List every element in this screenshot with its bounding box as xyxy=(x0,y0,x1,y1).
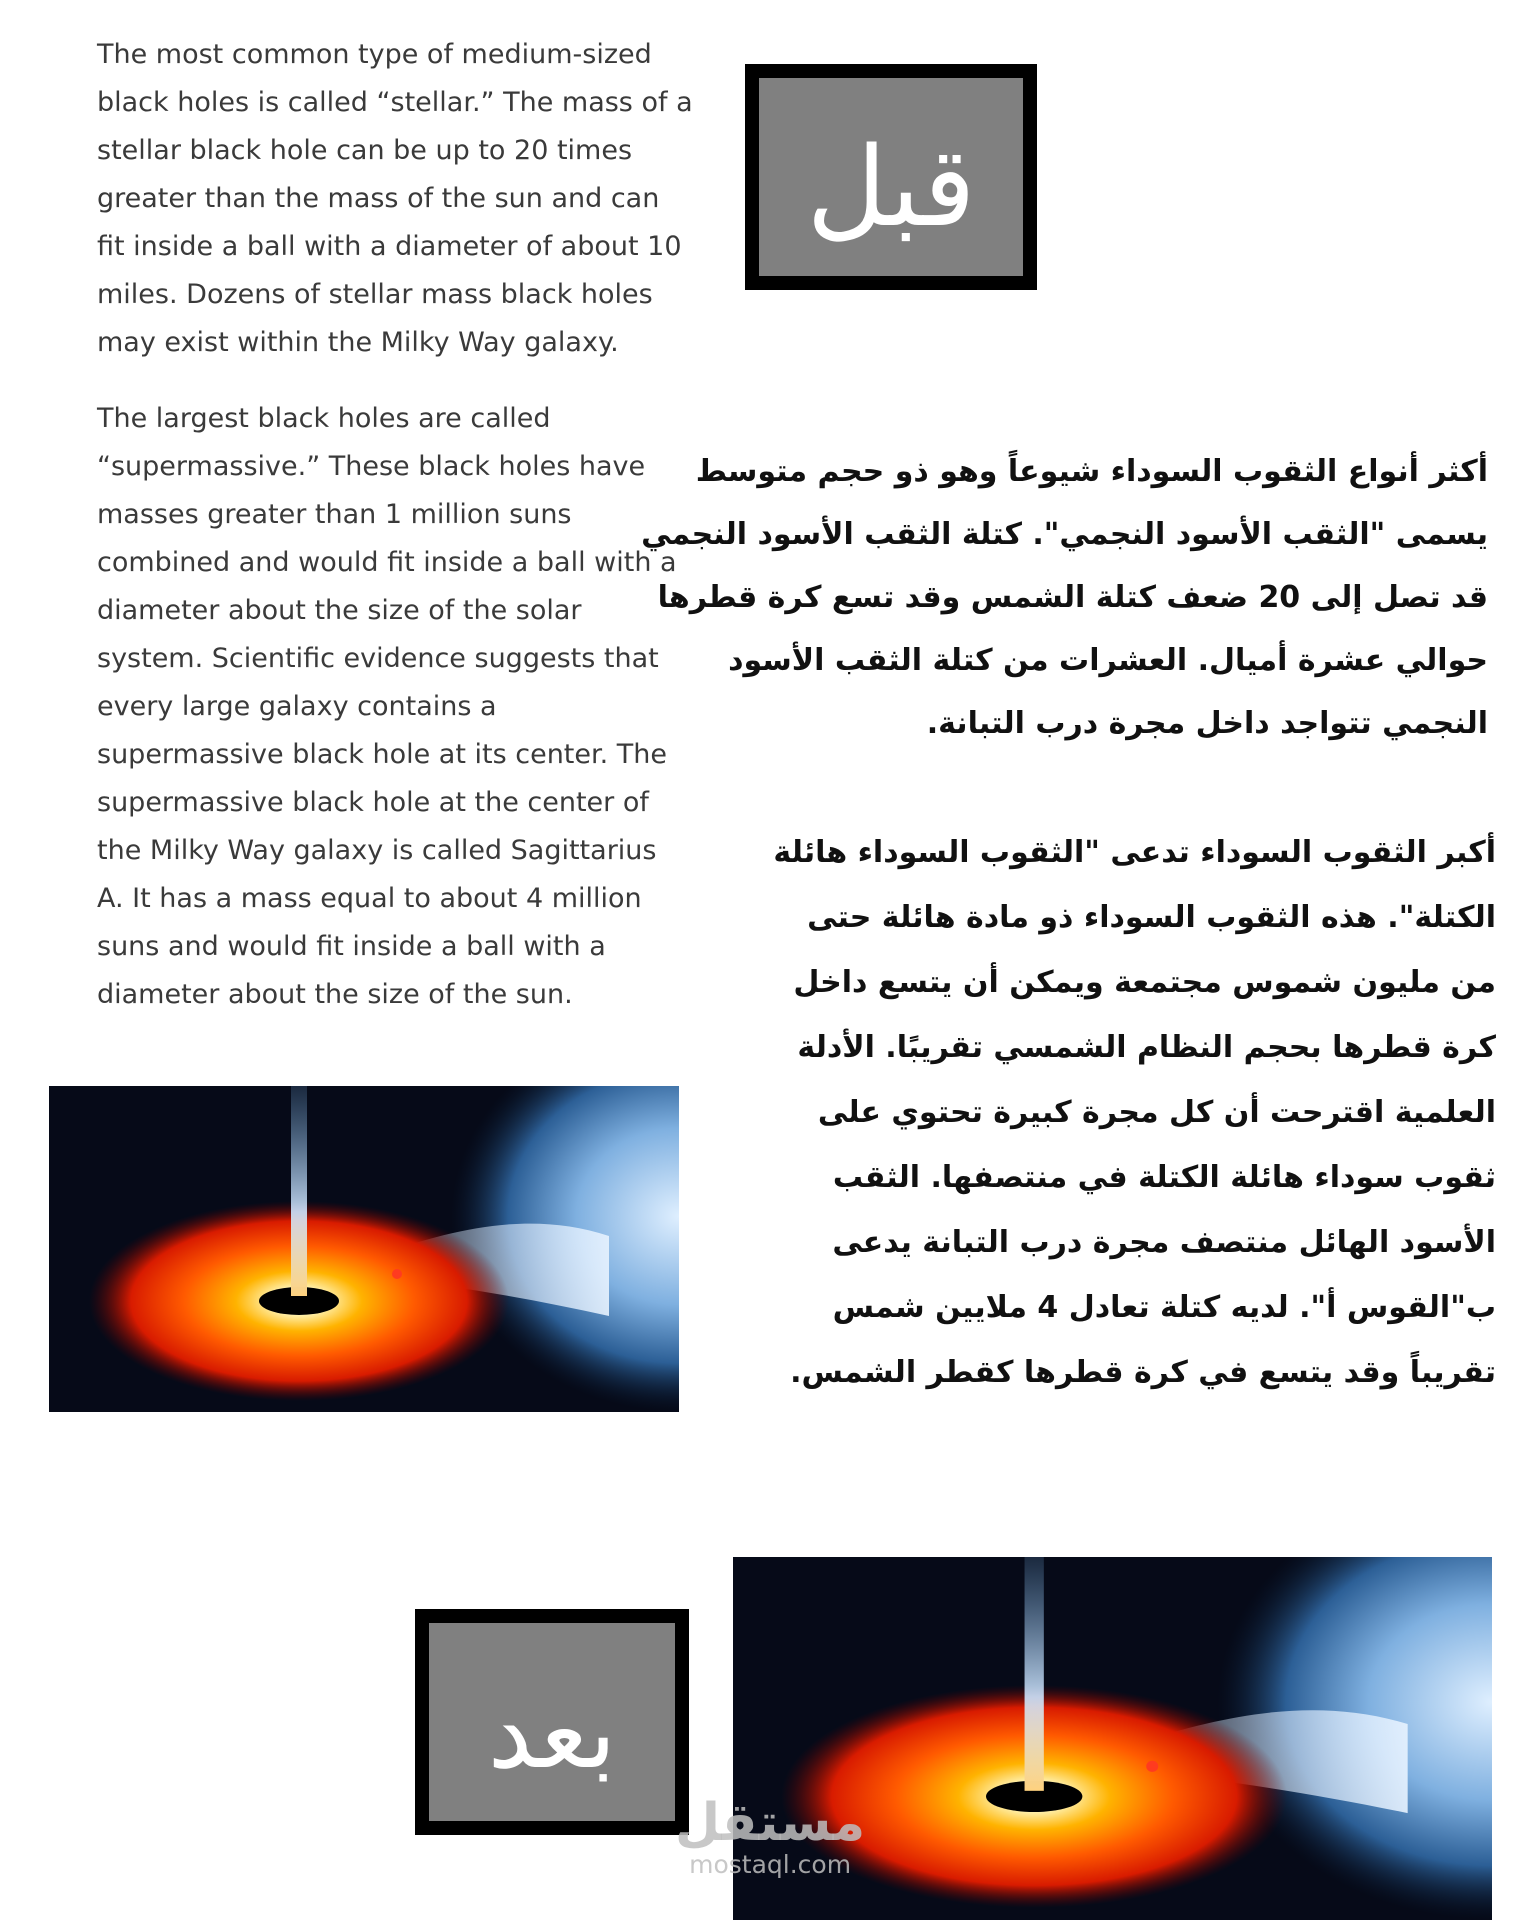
english-text-line: diameter about the size of the sun. xyxy=(97,979,573,1010)
english-text-line: suns and would fit inside a ball with a xyxy=(97,931,606,962)
english-text-line: black holes is called “stellar.” The mass of a xyxy=(97,87,693,118)
before-label-box xyxy=(745,64,1037,290)
arabic-text-line: تقريباً وقد يتسع في كرة قطرها كقطر الشمس. xyxy=(790,1355,1496,1390)
arabic-text-line: العلمية اقترحت أن كل مجرة كبيرة تحتوي على xyxy=(817,1095,1496,1130)
mostaql-watermark xyxy=(675,1795,865,1879)
english-text-line: combined and would fit inside a ball with a xyxy=(97,547,677,578)
english-text-line: A. It has a mass equal to about 4 million xyxy=(97,883,642,914)
english-text-line: supermassive black hole at the center of xyxy=(97,787,649,818)
english-text-line: The most common type of medium-sized xyxy=(97,39,652,70)
arabic-text-line: ب"القوس أ". لديه كتلة تعادل 4 ملايين شمس xyxy=(832,1290,1496,1325)
english-text-line: stellar black hole can be up to 20 times xyxy=(97,135,633,166)
before-label: قبل xyxy=(806,123,976,251)
arabic-text-line: حوالي عشرة أميال. العشرات من كتلة الثقب الأسود xyxy=(728,643,1488,678)
english-text-line: system. Scientific evidence suggests that xyxy=(97,643,659,674)
arabic-text-line: كرة قطرها بحجم النظام الشمسي تقريبًا. الأدلة xyxy=(797,1030,1496,1065)
english-text-line: fit inside a ball with a diameter of about 10 xyxy=(97,231,682,262)
english-text-line: “supermassive.” These black holes have xyxy=(97,451,646,482)
english-text-line: every large galaxy contains a xyxy=(97,691,497,722)
arabic-text-line: يسمى "الثقب الأسود النجمي". كتلة الثقب الأسود النجمي xyxy=(641,517,1488,552)
english-text-line: diameter about the size of the solar xyxy=(97,595,582,626)
black-hole-image xyxy=(49,1086,679,1412)
arabic-text-line: النجمي تتواجد داخل مجرة درب التبانة. xyxy=(926,706,1488,741)
after-label-box xyxy=(415,1609,689,1835)
english-paragraph-stellar xyxy=(97,31,697,367)
arabic-paragraph-supermassive xyxy=(773,820,1496,1405)
english-text-line: supermassive black hole at its center. The xyxy=(97,739,668,770)
arabic-text-line: أكثر أنواع الثقوب السوداء شيوعاً وهو ذو حجم متوسط xyxy=(695,454,1488,489)
english-text-line: the Milky Way galaxy is called Sagittarius xyxy=(97,835,657,866)
arabic-text-line: من مليون شموس مجتمعة ويمكن أن يتسع داخل xyxy=(793,965,1496,1000)
arabic-paragraph-stellar xyxy=(641,440,1488,755)
after-label: بعد xyxy=(487,1673,617,1791)
english-text-line: greater than the mass of the sun and can xyxy=(97,183,660,214)
english-text-line: miles. Dozens of stellar mass black holes xyxy=(97,279,653,310)
english-text-line: The largest black holes are called xyxy=(97,403,551,434)
english-paragraph-supermassive xyxy=(97,395,697,1019)
arabic-text-line: ثقوب سوداء هائلة الكتلة في منتصفها. الثقب xyxy=(832,1160,1496,1195)
arabic-text-line: الأسود الهائل منتصف مجرة درب التبانة يدعى xyxy=(832,1225,1496,1260)
arabic-text-line: أكبر الثقوب السوداء تدعى "الثقوب السوداء هائلة xyxy=(773,835,1496,870)
english-text-line: may exist within the Milky Way galaxy. xyxy=(97,327,619,358)
english-text-line: masses greater than 1 million suns xyxy=(97,499,572,530)
arabic-text-line: قد تصل إلى 20 ضعف كتلة الشمس وقد تسع كرة قطرها xyxy=(657,580,1488,615)
watermark-url: mostaql.com xyxy=(689,1850,852,1879)
arabic-text-line: الكتلة". هذه الثقوب السوداء ذو مادة هائلة حتى xyxy=(807,900,1496,935)
watermark-logo-text: مستقل xyxy=(675,1793,866,1853)
